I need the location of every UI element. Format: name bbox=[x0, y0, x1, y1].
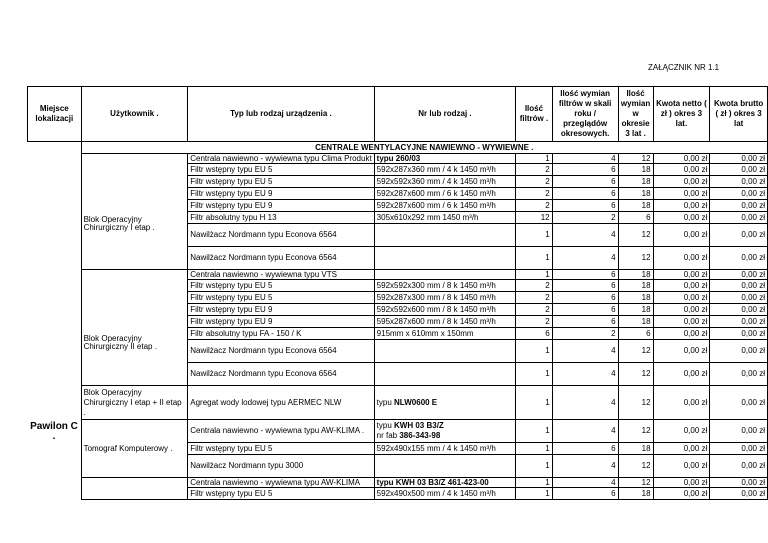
header-brutto: Kwota brutto ( zł ) okres 3 lat bbox=[710, 87, 768, 142]
header-wymian-skali: Ilość wymian filtrów w skali roku / przeglądów okresowych. bbox=[552, 87, 618, 142]
netto-cell: 0,00 zł bbox=[653, 188, 710, 200]
ws-cell: 6 bbox=[552, 200, 618, 212]
wo-cell: 12 bbox=[618, 224, 653, 247]
nr-cell: 592x287x600 mm / 6 k 1450 m³/h bbox=[374, 200, 516, 212]
brutto-cell: 0,00 zł bbox=[710, 340, 768, 363]
user-label: Blok Operacyjny Chirurgiczny I etap . bbox=[83, 214, 155, 232]
il-cell: 2 bbox=[516, 176, 552, 188]
il-cell: 1 bbox=[516, 488, 552, 500]
ws-cell: 4 bbox=[552, 420, 618, 443]
nr-cell bbox=[374, 420, 516, 443]
typ-cell: Filtr absolutny typu FA - 150 / K bbox=[188, 328, 374, 340]
ws-cell: 6 bbox=[552, 270, 618, 280]
il-cell: 1 bbox=[516, 270, 552, 280]
typ-cell: Filtr wstępny typu EU 9 bbox=[188, 304, 374, 316]
netto-cell: 0,00 zł bbox=[653, 340, 710, 363]
brutto-cell: 0,00 zł bbox=[710, 420, 768, 443]
wo-cell: 18 bbox=[618, 443, 653, 455]
il-cell: 1 bbox=[516, 154, 552, 164]
table-row bbox=[28, 154, 768, 164]
location-dot: . bbox=[52, 430, 56, 442]
typ-cell: Filtr wstępny typu EU 9 bbox=[188, 188, 374, 200]
netto-cell: 0,00 zł bbox=[653, 164, 710, 176]
nr-cell: 592x287x300 mm / 8 k 1450 m³/h bbox=[374, 292, 516, 304]
typ-cell: Filtr wstępny typu EU 5 bbox=[188, 164, 374, 176]
ws-cell: 6 bbox=[552, 488, 618, 500]
typ-cell: Agregat wody lodowej typu AERMEC NLW bbox=[188, 386, 374, 420]
nr-cell: typu KWH 03 B3/Z 461-423-00 bbox=[374, 478, 516, 488]
user-cell bbox=[81, 154, 188, 270]
brutto-cell: 0,00 zł bbox=[710, 478, 768, 488]
nr-cell bbox=[374, 455, 516, 478]
wo-cell: 18 bbox=[618, 200, 653, 212]
il-cell: 1 bbox=[516, 363, 552, 386]
netto-cell: 0,00 zł bbox=[653, 478, 710, 488]
typ-cell: Centrala nawiewno - wywiewna typu AW-KLIMA . bbox=[188, 420, 374, 443]
netto-cell: 0,00 zł bbox=[653, 304, 710, 316]
typ-cell: Nawilżacz Nordmann typu Econova 6564 bbox=[188, 224, 374, 247]
ws-cell: 6 bbox=[552, 316, 618, 328]
brutto-cell: 0,00 zł bbox=[710, 188, 768, 200]
nr-cell: 592x592x600 mm / 8 k 1450 m³/h bbox=[374, 304, 516, 316]
user-cell: Tomograf Komputerowy . bbox=[81, 420, 188, 478]
typ-cell: Filtr wstępny typu EU 5 bbox=[188, 176, 374, 188]
wo-cell: 18 bbox=[618, 316, 653, 328]
nr-fab: 386-343-98 bbox=[399, 431, 441, 440]
table-row bbox=[28, 386, 768, 420]
brutto-cell: 0,00 zł bbox=[710, 455, 768, 478]
wo-cell: 12 bbox=[618, 154, 653, 164]
header-typ: Typ lub rodzaj urządzenia . bbox=[188, 87, 374, 142]
netto-cell: 0,00 zł bbox=[653, 488, 710, 500]
il-cell: 1 bbox=[516, 340, 552, 363]
section-row bbox=[28, 142, 768, 154]
nr-model: KWH 03 B3/Z bbox=[394, 421, 444, 430]
ws-cell: 4 bbox=[552, 154, 618, 164]
ws-cell: 6 bbox=[552, 188, 618, 200]
nr-cell bbox=[374, 340, 516, 363]
typ-cell: Centrala nawiewno - wywiewna typu Clima Produkt bbox=[188, 154, 374, 164]
wo-cell: 18 bbox=[618, 280, 653, 292]
ws-cell: 4 bbox=[552, 386, 618, 420]
il-cell: 2 bbox=[516, 304, 552, 316]
wo-cell: 18 bbox=[618, 304, 653, 316]
brutto-cell: 0,00 zł bbox=[710, 212, 768, 224]
brutto-cell: 0,00 zł bbox=[710, 328, 768, 340]
il-cell: 12 bbox=[516, 212, 552, 224]
header-miejsce: Miejsce lokalizacji bbox=[28, 87, 82, 142]
ws-cell: 6 bbox=[552, 176, 618, 188]
ws-cell: 6 bbox=[552, 292, 618, 304]
wo-cell: 12 bbox=[618, 386, 653, 420]
netto-cell: 0,00 zł bbox=[653, 386, 710, 420]
ws-cell: 4 bbox=[552, 224, 618, 247]
ws-cell: 4 bbox=[552, 247, 618, 270]
table-row bbox=[28, 420, 768, 443]
il-cell: 2 bbox=[516, 188, 552, 200]
netto-cell: 0,00 zł bbox=[653, 328, 710, 340]
wo-cell: 18 bbox=[618, 270, 653, 280]
header-row bbox=[28, 87, 768, 142]
equipment-table bbox=[27, 86, 768, 500]
brutto-cell: 0,00 zł bbox=[710, 386, 768, 420]
wo-cell: 18 bbox=[618, 176, 653, 188]
nr-cell bbox=[374, 270, 516, 280]
wo-cell: 12 bbox=[618, 247, 653, 270]
nr-prefix: typu bbox=[376, 397, 395, 407]
typ-cell: Nawilżacz Nordmann typu Econova 6564 bbox=[188, 340, 374, 363]
ws-cell: 6 bbox=[552, 280, 618, 292]
user-label: Blok Operacyjny Chirurgiczny II etap . bbox=[83, 333, 157, 351]
netto-cell: 0,00 zł bbox=[653, 270, 710, 280]
ws-cell: 4 bbox=[552, 478, 618, 488]
brutto-cell: 0,00 zł bbox=[710, 247, 768, 270]
ws-cell: 4 bbox=[552, 455, 618, 478]
netto-cell: 0,00 zł bbox=[653, 154, 710, 164]
wo-cell: 18 bbox=[618, 488, 653, 500]
typ-cell: Nawilżacz Nordmann typu Econova 6564 bbox=[188, 247, 374, 270]
netto-cell: 0,00 zł bbox=[653, 280, 710, 292]
brutto-cell: 0,00 zł bbox=[710, 316, 768, 328]
header-ilosc: Ilość filtrów . bbox=[516, 87, 552, 142]
ws-cell: 2 bbox=[552, 328, 618, 340]
il-cell: 1 bbox=[516, 443, 552, 455]
il-cell: 6 bbox=[516, 328, 552, 340]
ws-cell: 6 bbox=[552, 164, 618, 176]
brutto-cell: 0,00 zł bbox=[710, 363, 768, 386]
il-cell: 1 bbox=[516, 420, 552, 443]
user-cell: Blok Operacyjny Chirurgiczny I etap + II etap . bbox=[81, 386, 188, 420]
typ-cell: Centrala nawiewno - wywiewna typu VTS bbox=[188, 270, 374, 280]
nr-cell bbox=[374, 154, 516, 164]
brutto-cell: 0,00 zł bbox=[710, 292, 768, 304]
il-cell: 1 bbox=[516, 247, 552, 270]
brutto-cell: 0,00 zł bbox=[710, 224, 768, 247]
il-cell: 2 bbox=[516, 280, 552, 292]
netto-cell: 0,00 zł bbox=[653, 247, 710, 270]
il-cell: 1 bbox=[516, 386, 552, 420]
netto-cell: 0,00 zł bbox=[653, 316, 710, 328]
typ-cell: Filtr wstępny typu EU 9 bbox=[188, 316, 374, 328]
nr-prefix: typu bbox=[376, 421, 395, 430]
location-label: Pawilon C bbox=[30, 420, 78, 432]
brutto-cell: 0,00 zł bbox=[710, 443, 768, 455]
nr-cell: 595x287x600 mm / 8 k 1450 m³/h bbox=[374, 316, 516, 328]
brutto-cell: 0,00 zł bbox=[710, 200, 768, 212]
brutto-cell: 0,00 zł bbox=[710, 164, 768, 176]
nr-cell: 592x287x600 mm / 6 k 1450 m³/h bbox=[374, 188, 516, 200]
wo-cell: 12 bbox=[618, 420, 653, 443]
il-cell: 2 bbox=[516, 292, 552, 304]
wo-cell: 6 bbox=[618, 212, 653, 224]
table-row bbox=[28, 270, 768, 280]
brutto-cell: 0,00 zł bbox=[710, 304, 768, 316]
il-cell: 1 bbox=[516, 478, 552, 488]
nr-model: NLW0600 E bbox=[394, 397, 438, 407]
typ-cell: Filtr wstępny typu EU 5 bbox=[188, 443, 374, 455]
netto-cell: 0,00 zł bbox=[653, 200, 710, 212]
netto-cell: 0,00 zł bbox=[653, 455, 710, 478]
netto-cell: 0,00 zł bbox=[653, 176, 710, 188]
nr-cell: 305x610x292 mm 1450 m³/h bbox=[374, 212, 516, 224]
nr-cell bbox=[374, 247, 516, 270]
typ-cell: Nawilżacz Nordmann typu Econova 6564 bbox=[188, 363, 374, 386]
il-cell: 2 bbox=[516, 316, 552, 328]
brutto-cell: 0,00 zł bbox=[710, 488, 768, 500]
wo-cell: 18 bbox=[618, 292, 653, 304]
nr-cell: 592x287x360 mm / 4 k 1450 m³/h bbox=[374, 164, 516, 176]
typ-cell: Filtr wstępny typu EU 5 bbox=[188, 488, 374, 500]
wo-cell: 18 bbox=[618, 164, 653, 176]
wo-cell: 18 bbox=[618, 188, 653, 200]
wo-cell: 6 bbox=[618, 328, 653, 340]
brutto-cell: 0,00 zł bbox=[710, 176, 768, 188]
brutto-cell: 0,00 zł bbox=[710, 154, 768, 164]
ws-cell: 6 bbox=[552, 443, 618, 455]
brutto-cell: 0,00 zł bbox=[710, 270, 768, 280]
wo-cell: 12 bbox=[618, 478, 653, 488]
il-cell: 2 bbox=[516, 164, 552, 176]
nr-cell bbox=[374, 363, 516, 386]
brutto-cell: 0,00 zł bbox=[710, 280, 768, 292]
nr-cell: 592x490x155 mm / 4 k 1450 m³/h bbox=[374, 443, 516, 455]
typ-cell: Filtr wstępny typu EU 5 bbox=[188, 292, 374, 304]
nr-cell: 592x592x360 mm / 4 k 1450 m³/h bbox=[374, 176, 516, 188]
section-title: CENTRALE WENTYLACYJNE NAWIEWNO - WYWIEWNE . bbox=[81, 142, 767, 154]
header-uzytkownik: Użytkownik . bbox=[81, 87, 188, 142]
nr-cell: 592x490x500 mm / 4 k 1450 m³/h bbox=[374, 488, 516, 500]
typ-cell: Filtr wstępny typu EU 9 bbox=[188, 200, 374, 212]
netto-cell: 0,00 zł bbox=[653, 363, 710, 386]
typ-cell: Centrala nawiewno - wywiewna typu AW-KLIMA bbox=[188, 478, 374, 488]
typ-cell: Filtr absolutny typu H 13 bbox=[188, 212, 374, 224]
wo-cell: 12 bbox=[618, 363, 653, 386]
netto-cell: 0,00 zł bbox=[653, 212, 710, 224]
netto-cell: 0,00 zł bbox=[653, 420, 710, 443]
nr-cell bbox=[374, 386, 516, 420]
header-nr: Nr lub rodzaj . bbox=[374, 87, 516, 142]
table-row bbox=[28, 478, 768, 488]
il-cell: 1 bbox=[516, 455, 552, 478]
nr-cell bbox=[374, 224, 516, 247]
il-cell: 2 bbox=[516, 200, 552, 212]
location-cell bbox=[28, 142, 82, 500]
typ-cell: Nawilżacz Nordmann typu 3000 bbox=[188, 455, 374, 478]
il-cell: 1 bbox=[516, 224, 552, 247]
ws-cell: 4 bbox=[552, 363, 618, 386]
netto-cell: 0,00 zł bbox=[653, 224, 710, 247]
ws-cell: 2 bbox=[552, 212, 618, 224]
nr-cell: 592x592x300 mm / 8 k 1450 m³/h bbox=[374, 280, 516, 292]
nr-cell: 915mm x 610mm x 150mm bbox=[374, 328, 516, 340]
wo-cell: 12 bbox=[618, 340, 653, 363]
ws-cell: 6 bbox=[552, 304, 618, 316]
nr-fab-prefix: nr fab bbox=[376, 431, 400, 440]
netto-cell: 0,00 zł bbox=[653, 292, 710, 304]
header-wymian-okres: Ilość wymian w okresie 3 lat . bbox=[618, 87, 653, 142]
nr-value: typu 260/03 bbox=[376, 153, 421, 163]
attachment-label: ZAŁĄCZNIK NR 1.1 bbox=[648, 63, 720, 72]
user-cell bbox=[81, 270, 188, 386]
ws-cell: 4 bbox=[552, 340, 618, 363]
netto-cell: 0,00 zł bbox=[653, 443, 710, 455]
user-cell bbox=[81, 478, 188, 500]
typ-cell: Filtr wstępny typu EU 5 bbox=[188, 280, 374, 292]
header-netto: Kwota netto ( zł ) okres 3 lat. bbox=[653, 87, 710, 142]
wo-cell: 12 bbox=[618, 455, 653, 478]
